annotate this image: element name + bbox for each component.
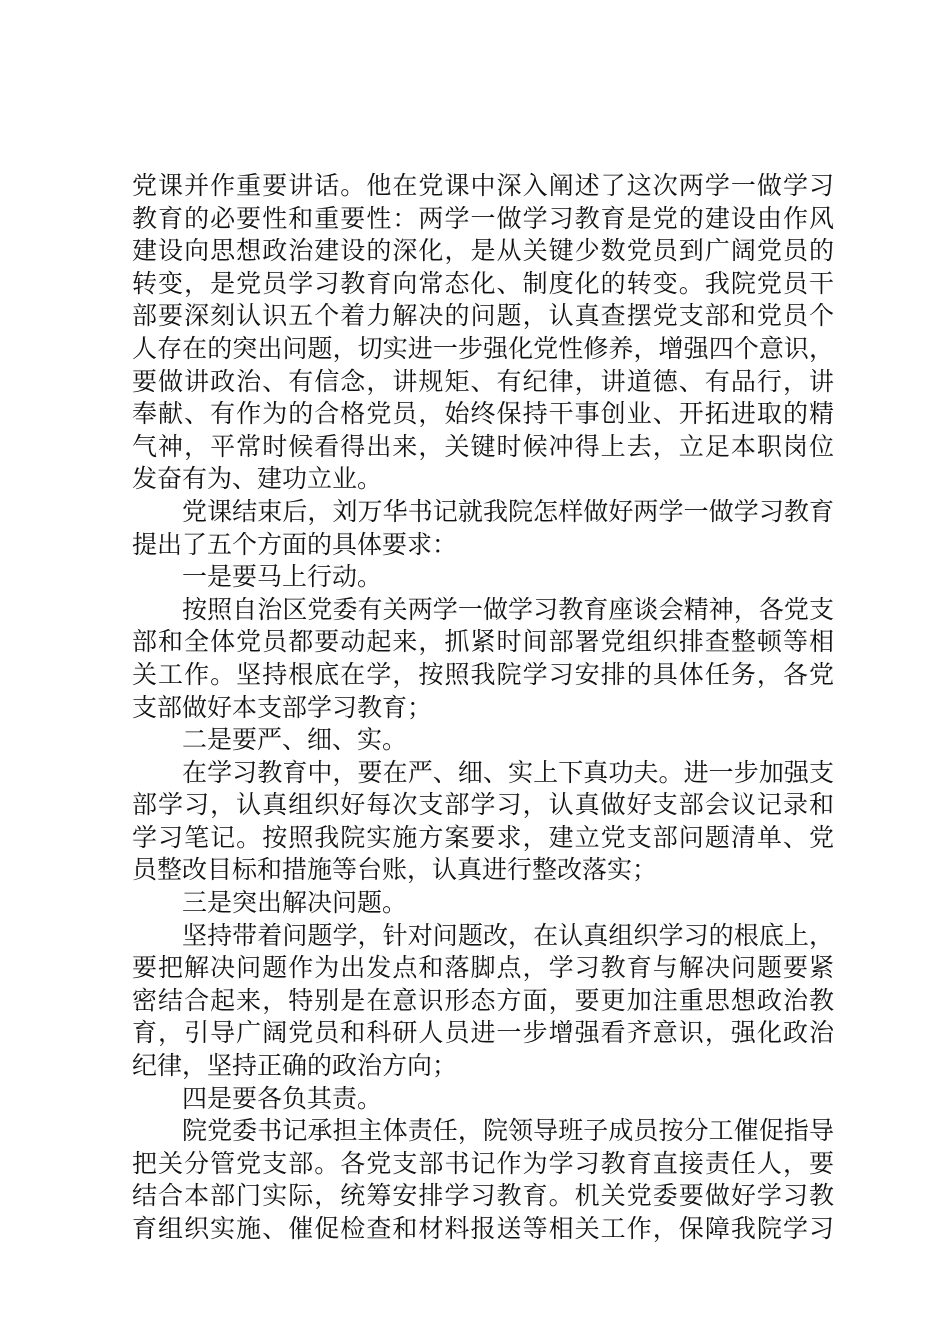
document-line: 要把解决问题作为出发点和落脚点，学习教育与解决问题要紧 (132, 953, 834, 983)
document-line: 结合本部门实际，统筹安排学习教育。机关党委要做好学习教 (132, 1181, 834, 1211)
document-line: 纪律，坚持正确的政治方向； (132, 1051, 458, 1081)
document-line: 三是突出解决问题。 (182, 888, 408, 918)
document-line: 教育的必要性和重要性：两学一做学习教育是党的建设由作风 (132, 203, 834, 233)
document-line: 二是要严、细、实。 (182, 725, 408, 755)
document-line: 院党委书记承担主体责任，院领导班子成员按分工催促指导 (182, 1116, 834, 1146)
document-line: 人存在的突出问题，切实进一步强化党性修养，增强四个意识， (132, 333, 834, 363)
document-body (132, 170, 834, 1246)
document-line: 发奋有为、建功立业。 (132, 464, 383, 494)
document-line: 提出了五个方面的具体要求： (132, 529, 458, 559)
document-line: 党课结束后，刘万华书记就我院怎样做好两学一做学习教育 (182, 496, 834, 526)
document-line: 部学习，认真组织好每次支部学习，认真做好支部会议记录和 (132, 790, 834, 820)
document-line: 密结合起来，特别是在意识形态方面，要更加注重思想政治教 (132, 985, 834, 1015)
document-line: 在学习教育中，要在严、细、实上下真功夫。进一步加强支 (182, 757, 834, 787)
document-line: 一是要马上行动。 (182, 562, 383, 592)
document-line: 学习笔记。按照我院实施方案要求，建立党支部问题清单、党 (132, 822, 834, 852)
document-line: 育，引导广阔党员和科研人员进一步增强看齐意识，强化政治 (132, 1018, 834, 1048)
document-line: 建设向思想政治建设的深化，是从关键少数党员到广阔党员的 (132, 236, 834, 266)
document-line: 要做讲政治、有信念，讲规矩、有纪律，讲道德、有品行，讲 (132, 366, 834, 396)
document-line: 按照自治区党委有关两学一做学习教育座谈会精神，各党支 (182, 594, 834, 624)
document-line: 支部做好本支部学习教育； (132, 692, 433, 722)
document-line: 部和全体党员都要动起来，抓紧时间部署党组织排查整顿等相 (132, 627, 834, 657)
document-line: 部要深刻认识五个着力解决的问题，认真查摆党支部和党员个 (132, 301, 834, 331)
document-line: 气神，平常时候看得出来，关键时候冲得上去，立足本职岗位 (132, 431, 834, 461)
document-line: 党课并作重要讲话。他在党课中深入阐述了这次两学一做学习 (132, 171, 834, 200)
document-line: 关工作。坚持根底在学，按照我院学习安排的具体任务，各党 (132, 659, 834, 689)
document-line: 坚持带着问题学，针对问题改，在认真组织学习的根底上， (182, 920, 834, 950)
document-line: 转变，是党员学习教育向常态化、制度化的转变。我院党员干 (132, 268, 834, 298)
document-line: 育组织实施、催促检查和材料报送等相关工作，保障我院学习 (132, 1214, 834, 1243)
document-line: 四是要各负其责。 (182, 1083, 383, 1113)
document-line: 奉献、有作为的合格党员，始终保持干事创业、开拓进取的精 (132, 399, 834, 429)
document-line: 把关分管党支部。各党支部书记作为学习教育直接责任人，要 (132, 1148, 834, 1178)
document-line: 员整改目标和措施等台账，认真进行整改落实； (132, 855, 658, 885)
